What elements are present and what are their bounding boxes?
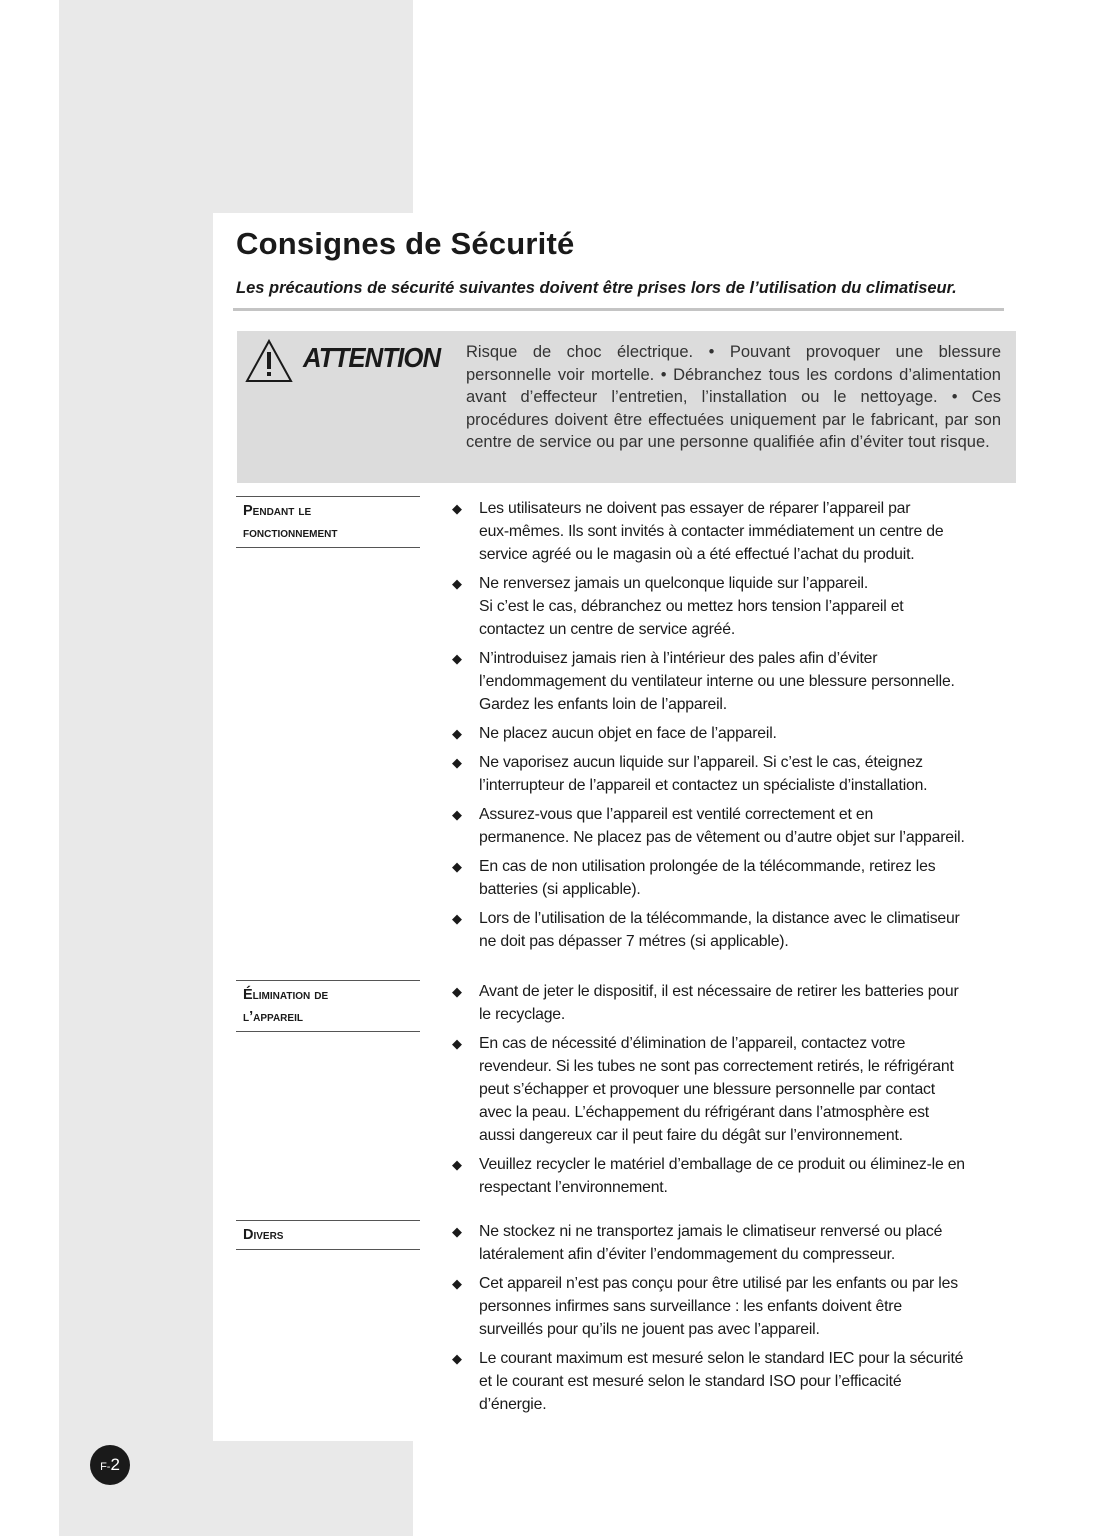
diamond-bullet-icon: ◆ [452, 807, 462, 822]
attention-text: Risque de choc électrique. • Pouvant provoquer une blessure personnelle voir mortelle. • Débranchez tous les cordons d’alimentation avant d’effecteur l’entretien, l’installation ou le nettoyage. • Ces procédures doivent être effectuées uniquement par le fabricant, par son centre de service ou par une personne qualifiée afin d’éviter tout risque. [466, 343, 1001, 452]
diamond-bullet-icon: ◆ [452, 859, 462, 874]
list-item: ◆ En cas de non utilisation prolongée de la télécommande, retirez les batteries (si applicable). [452, 855, 1017, 901]
diamond-bullet-icon: ◆ [452, 726, 462, 741]
page-prefix: F- [100, 1461, 111, 1473]
diamond-bullet-icon: ◆ [452, 1036, 462, 1051]
list-item: ◆ Ne renversez jamais un quelconque liquide sur l’appareil. Si c’est le cas, débranchez ou mettez hors tension l’appareil et contactez un centre de service agréé. [452, 572, 1017, 641]
section-heading-line: Divers [243, 1227, 284, 1243]
list-item: ◆ Ne placez aucun objet en face de l’appareil. [452, 722, 1017, 745]
warning-triangle-icon [244, 338, 294, 384]
list-item: ◆ Lors de l’utilisation de la télécommande, la distance avec le climatiseur ne doit pas dépasser 7 métres (si applicable). [452, 907, 1017, 953]
misc-list [452, 1220, 1017, 1422]
section-heading-disposal [236, 980, 420, 1032]
diamond-bullet-icon: ◆ [452, 651, 462, 666]
list-item: ◆ Ne stockez ni ne transportez jamais le climatiseur renversé ou placé latéralement afin d’éviter l’endommagement du compresseur. [452, 1220, 1017, 1266]
list-item: ◆ Le courant maximum est mesuré selon le standard IEC pour la sécurité et le courant est mesuré selon le standard ISO pour l’efficacité d’énergie. [452, 1347, 1017, 1416]
page-title: Consignes de Sécurité [236, 226, 575, 261]
list-item: ◆ En cas de nécessité d’élimination de l’appareil, contactez votre revendeur. Si les tubes ne sont pas correctement retirés, le réfrigérant peut s’échapper et provoquer une blessure personnelle par contact avec la peau. L’échappement du réfrigérant dans l’atmosphère est aussi dangereux car il peut faire du dégât sur l’environnement. [452, 1032, 1017, 1147]
diamond-bullet-icon: ◆ [452, 1351, 462, 1366]
section-heading-misc [236, 1220, 420, 1250]
list-item: ◆ Les utilisateurs ne doivent pas essayer de réparer l’appareil par eux-mêmes. Ils sont invités à contacter immédiatement un centre de service agréé ou le magasin où a été effectué l’achat du produit. [452, 497, 1017, 566]
title-rule [233, 308, 1004, 311]
section-heading-line: fonctionnement [243, 525, 338, 541]
diamond-bullet-icon: ◆ [452, 1157, 462, 1172]
page-number-badge [90, 1445, 130, 1485]
list-item: ◆ Assurez-vous que l’appareil est ventilé correctement et en permanence. Ne placez pas de vêtement ou d’autre objet sur l’appareil. [452, 803, 1017, 849]
list-item: ◆ Cet appareil n’est pas conçu pour être utilisé par les enfants ou par les personnes infirmes sans surveillance : les enfants doivent être surveillés pour qu’ils ne jouent pas avec l’appareil. [452, 1272, 1017, 1341]
section-heading-line: Élimination de [243, 987, 329, 1003]
section-heading-line: Pendant le [243, 503, 312, 519]
list-item: ◆ Ne vaporisez aucun liquide sur l’appareil. Si c’est le cas, éteignez l’interrupteur de l’appareil et contactez un spécialiste d’installation. [452, 751, 1017, 797]
diamond-bullet-icon: ◆ [452, 501, 462, 516]
section-heading-operation [236, 496, 420, 548]
disposal-list [452, 980, 1017, 1205]
page-subtitle: Les précautions de sécurité suivantes doivent être prises lors de l’utilisation du climatiseur. [236, 279, 957, 297]
section-heading-line: l’appareil [243, 1009, 303, 1025]
diamond-bullet-icon: ◆ [452, 576, 462, 591]
page-number: 2 [110, 1455, 120, 1474]
diamond-bullet-icon: ◆ [452, 1224, 462, 1239]
diamond-bullet-icon: ◆ [452, 755, 462, 770]
diamond-bullet-icon: ◆ [452, 911, 462, 926]
operation-list [452, 497, 1017, 959]
list-item: ◆ Avant de jeter le dispositif, il est nécessaire de retirer les batteries pour le recyclage. [452, 980, 1017, 1026]
attention-label: ATTENTION [303, 342, 441, 373]
diamond-bullet-icon: ◆ [452, 984, 462, 999]
list-item: ◆ Veuillez recycler le matériel d’emballage de ce produit ou éliminez-le en respectant l’environnement. [452, 1153, 1017, 1199]
list-item: ◆ N’introduisez jamais rien à l’intérieur des pales afin d’éviter l’endommagement du ventilateur interne ou une blessure personnelle. Gardez les enfants loin de l’appareil. [452, 647, 1017, 716]
diamond-bullet-icon: ◆ [452, 1276, 462, 1291]
